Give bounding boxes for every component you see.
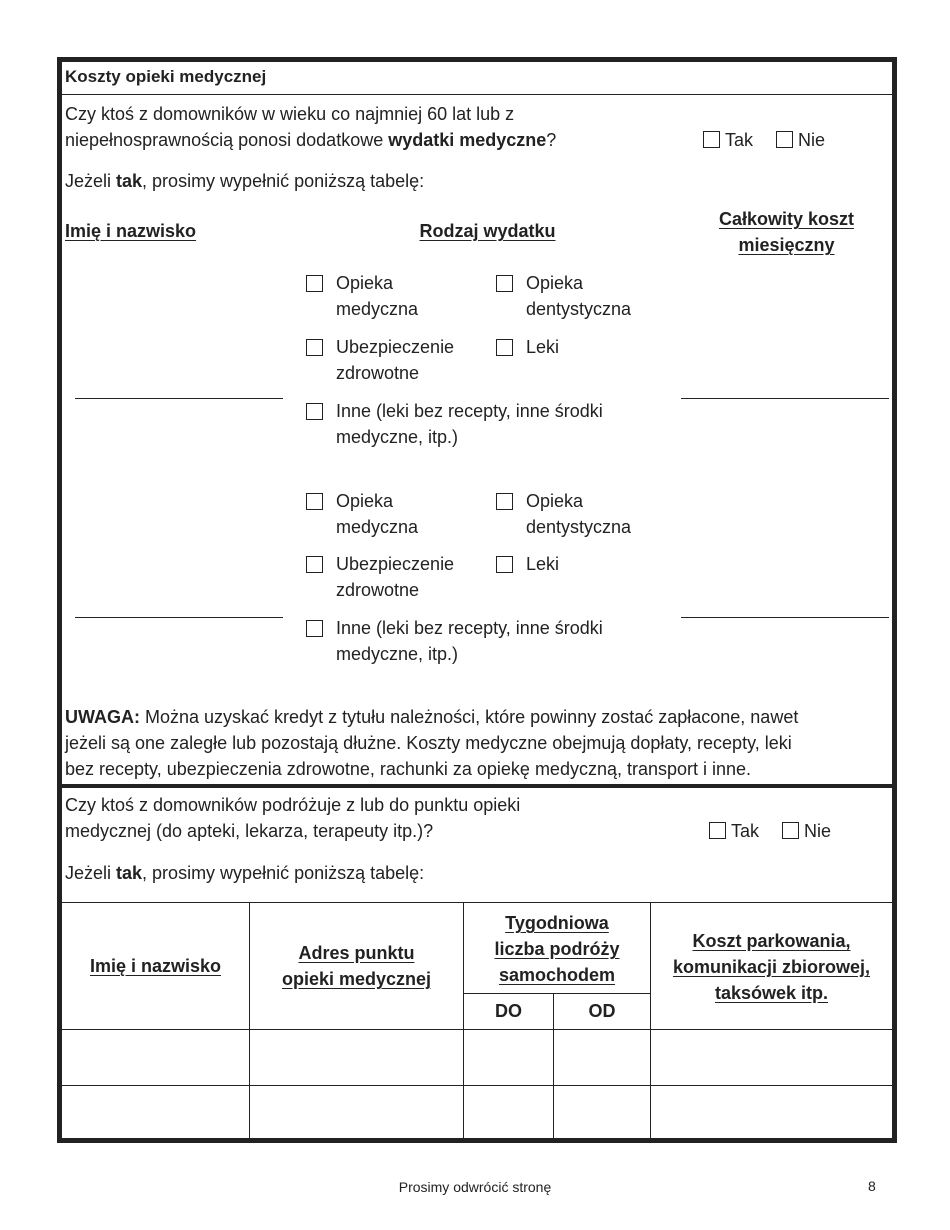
name-entry-line[interactable] xyxy=(75,617,283,618)
yes-option[interactable]: Tak xyxy=(709,818,759,844)
option-health-insurance[interactable]: Ubezpieczenie zdrowotne xyxy=(306,551,454,603)
no-option[interactable]: Nie xyxy=(776,127,825,153)
yes-checkbox[interactable] xyxy=(709,822,726,839)
col-header-from: OD xyxy=(588,1001,616,1021)
col-header-name: Imię i nazwisko xyxy=(65,221,197,241)
total-cost-entry-line[interactable] xyxy=(681,398,889,399)
table-row[interactable] xyxy=(62,1031,892,1084)
option-dental-care[interactable]: Opieka dentystyczna xyxy=(496,270,631,322)
option-drugs[interactable]: Leki xyxy=(496,551,559,577)
dental-care-checkbox[interactable] xyxy=(496,493,513,510)
health-insurance-checkbox[interactable] xyxy=(306,339,323,356)
trips-subheader-border xyxy=(464,993,650,994)
col-header-expense-type: Rodzaj wydatku xyxy=(419,221,556,241)
divider xyxy=(62,94,892,95)
option-other[interactable]: Inne (leki bez recepty, inne środki medyczne, itp.) xyxy=(306,615,603,667)
health-insurance-checkbox[interactable] xyxy=(306,556,323,573)
option-medical-care[interactable]: Opieka medyczna xyxy=(306,488,418,540)
col-header-weekly-trips: Tygodniowa liczba podróży samochodem xyxy=(494,913,620,985)
medical-care-checkbox[interactable] xyxy=(306,275,323,292)
option-dental-care[interactable]: Opieka dentystyczna xyxy=(496,488,631,540)
no-checkbox[interactable] xyxy=(776,131,793,148)
table-row[interactable] xyxy=(62,1087,892,1138)
travel-question: Czy ktoś z domowników podróżuje z lub do punktu opieki medycznej (do apteki, lekarza, terapeuty itp.)? xyxy=(65,795,521,841)
note-paragraph: UWAGA: Można uzyskać kredyt z tytułu należności, które powinny zostać zapłacone, nawet jeżeli są one zaległe lub pozostają dłużne. Koszty medyczne obejmują dopłaty, recepty, leki bez recepty, ubezpieczenia zdrowotne, rachunki za opiekę medyczną, transport i inne. xyxy=(65,707,799,779)
no-option[interactable]: Nie xyxy=(782,818,831,844)
medical-care-checkbox[interactable] xyxy=(306,493,323,510)
page-number: 8 xyxy=(868,1178,876,1194)
dental-care-checkbox[interactable] xyxy=(496,275,513,292)
name-entry-line[interactable] xyxy=(75,398,283,399)
col-header-name: Imię i nazwisko xyxy=(89,956,222,976)
turn-page-note: Prosimy odwrócić stronę xyxy=(398,1179,552,1195)
col-header-parking-cost: Koszt parkowania, komunikacji zbiorowej, taksówek itp. xyxy=(672,931,871,1003)
fill-instruction: Jeżeli tak, prosimy wypełnić poniższą tabelę: xyxy=(65,863,425,883)
table-top-border xyxy=(62,902,892,903)
other-checkbox[interactable] xyxy=(306,620,323,637)
yes-option[interactable]: Tak xyxy=(703,127,753,153)
total-cost-entry-line[interactable] xyxy=(681,617,889,618)
option-medical-care[interactable]: Opieka medyczna xyxy=(306,270,418,322)
col-header-address: Adres punktu opieki medycznej xyxy=(281,943,432,989)
table-row-border xyxy=(62,1085,892,1086)
section-divider xyxy=(62,784,892,788)
col-header-total-cost: Całkowity koszt miesięczny xyxy=(718,209,855,255)
table-header-border xyxy=(62,1029,892,1030)
other-checkbox[interactable] xyxy=(306,403,323,420)
fill-instruction: Jeżeli tak, prosimy wypełnić poniższą tabelę: xyxy=(65,171,425,191)
yes-checkbox[interactable] xyxy=(703,131,720,148)
section-title: Koszty opieki medycznej xyxy=(65,67,267,86)
drugs-checkbox[interactable] xyxy=(496,556,513,573)
medical-expenses-question: Czy ktoś z domowników w wieku co najmniej 60 lat lub z niepełnosprawnością ponosi dodatkowe wydatki medyczne? xyxy=(65,104,557,150)
col-header-to: DO xyxy=(495,1001,522,1021)
no-checkbox[interactable] xyxy=(782,822,799,839)
option-other[interactable]: Inne (leki bez recepty, inne środki medyczne, itp.) xyxy=(306,398,603,450)
option-health-insurance[interactable]: Ubezpieczenie zdrowotne xyxy=(306,334,454,386)
option-drugs[interactable]: Leki xyxy=(496,334,559,360)
drugs-checkbox[interactable] xyxy=(496,339,513,356)
